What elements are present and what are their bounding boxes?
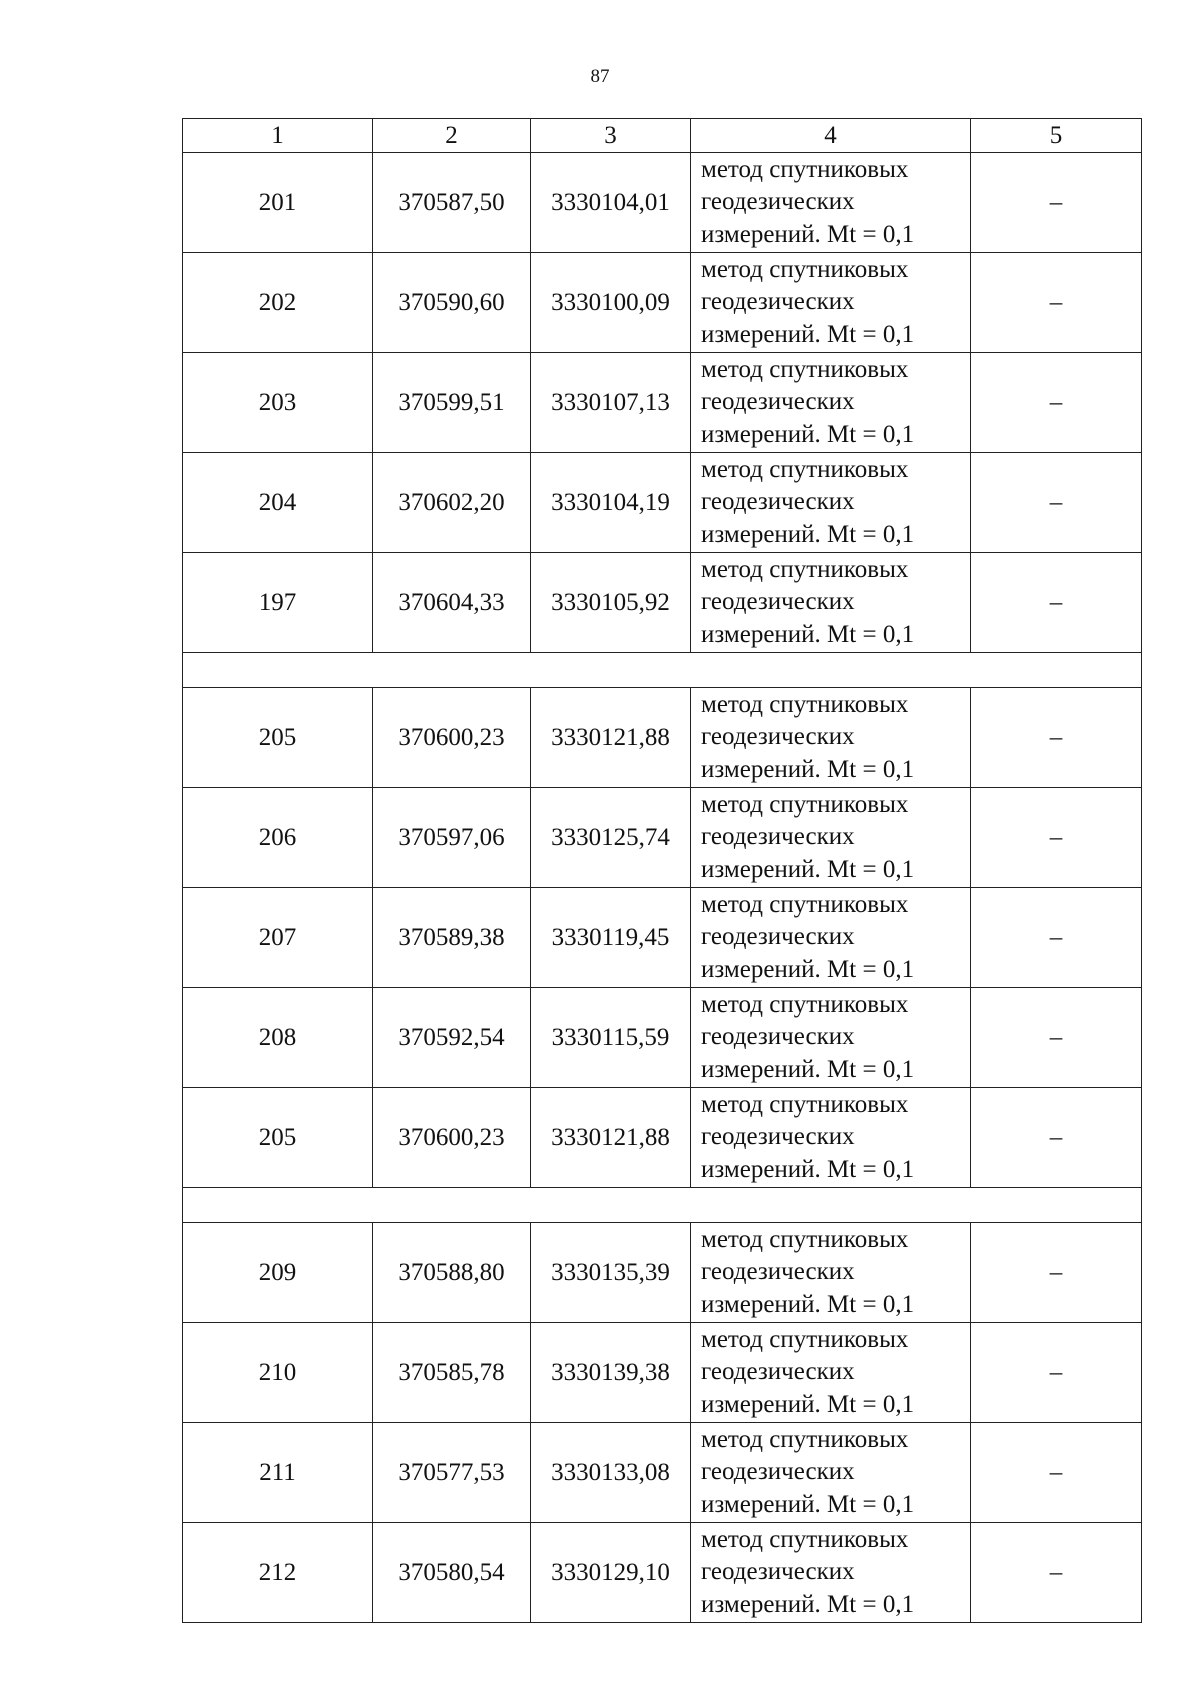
y-coordinate-cell: 3330100,09 — [531, 253, 691, 353]
point-number-cell: 211 — [183, 1423, 373, 1523]
y-coordinate-cell: 3330105,92 — [531, 553, 691, 653]
x-coordinate-cell: 370590,60 — [373, 253, 531, 353]
note-cell: – — [971, 453, 1142, 553]
note-cell: – — [971, 788, 1142, 888]
method-text-line: метод спутниковых — [701, 155, 909, 183]
point-number-cell: 201 — [183, 153, 373, 253]
method-text-line: геодезических — [701, 188, 855, 216]
method-text-line: геодезических — [701, 1123, 855, 1151]
y-coordinate-cell: 3330107,13 — [531, 353, 691, 453]
method-cell — [691, 1523, 971, 1623]
note-cell: – — [971, 1423, 1142, 1523]
x-coordinate-cell: 370602,20 — [373, 453, 531, 553]
method-text-line: измерений. Mt = 0,1 — [701, 220, 915, 248]
point-number-cell: 210 — [183, 1323, 373, 1423]
y-coordinate-cell: 3330129,10 — [531, 1523, 691, 1623]
table-row — [183, 688, 1142, 788]
method-text-line: измерений. Mt = 0,1 — [701, 755, 915, 783]
note-cell: – — [971, 553, 1142, 653]
table-row — [183, 1523, 1142, 1623]
point-number-cell: 203 — [183, 353, 373, 453]
method-cell — [691, 788, 971, 888]
header-cell-3: 3 — [531, 119, 691, 153]
x-coordinate-cell: 370580,54 — [373, 1523, 531, 1623]
header-cell-4: 4 — [691, 119, 971, 153]
y-coordinate-cell: 3330119,45 — [531, 888, 691, 988]
y-coordinate-cell: 3330139,38 — [531, 1323, 691, 1423]
method-text-line: метод спутниковых — [701, 455, 909, 483]
note-cell: – — [971, 1223, 1142, 1323]
x-coordinate-cell: 370599,51 — [373, 353, 531, 453]
method-text-line: геодезических — [701, 823, 855, 851]
separator-cell — [183, 653, 1142, 688]
method-text-line: измерений. Mt = 0,1 — [701, 320, 915, 348]
point-number-cell: 206 — [183, 788, 373, 888]
x-coordinate-cell: 370585,78 — [373, 1323, 531, 1423]
table-row — [183, 1088, 1142, 1188]
x-coordinate-cell: 370604,33 — [373, 553, 531, 653]
x-coordinate-cell: 370588,80 — [373, 1223, 531, 1323]
y-coordinate-cell: 3330121,88 — [531, 1088, 691, 1188]
point-number-cell: 204 — [183, 453, 373, 553]
note-cell: – — [971, 888, 1142, 988]
method-text-line: измерений. Mt = 0,1 — [701, 1290, 915, 1318]
method-cell — [691, 988, 971, 1088]
method-text-line: метод спутниковых — [701, 690, 909, 718]
method-cell — [691, 153, 971, 253]
method-text-line: геодезических — [701, 1023, 855, 1051]
table-row — [183, 153, 1142, 253]
point-number-cell: 209 — [183, 1223, 373, 1323]
note-cell: – — [971, 1323, 1142, 1423]
coordinates-table — [182, 118, 1142, 1623]
method-text-line: измерений. Mt = 0,1 — [701, 955, 915, 983]
y-coordinate-cell: 3330125,74 — [531, 788, 691, 888]
note-cell: – — [971, 688, 1142, 788]
method-text-line: метод спутниковых — [701, 555, 909, 583]
method-cell — [691, 1223, 971, 1323]
method-cell — [691, 553, 971, 653]
y-coordinate-cell: 3330135,39 — [531, 1223, 691, 1323]
point-number-cell: 207 — [183, 888, 373, 988]
y-coordinate-cell: 3330104,01 — [531, 153, 691, 253]
header-cell-5: 5 — [971, 119, 1142, 153]
method-text-line: метод спутниковых — [701, 255, 909, 283]
method-text-line: геодезических — [701, 723, 855, 751]
method-cell — [691, 253, 971, 353]
table-row — [183, 888, 1142, 988]
method-text-line: метод спутниковых — [701, 1325, 909, 1353]
method-text-line: измерений. Mt = 0,1 — [701, 1055, 915, 1083]
point-number-cell: 202 — [183, 253, 373, 353]
method-text-line: метод спутниковых — [701, 1225, 909, 1253]
table-row — [183, 988, 1142, 1088]
method-text-line: метод спутниковых — [701, 790, 909, 818]
x-coordinate-cell: 370600,23 — [373, 1088, 531, 1188]
method-text-line: измерений. Mt = 0,1 — [701, 1590, 915, 1618]
method-text-line: метод спутниковых — [701, 1090, 909, 1118]
table-row — [183, 353, 1142, 453]
method-text-line: метод спутниковых — [701, 1525, 909, 1553]
method-text-line: геодезических — [701, 1458, 855, 1486]
contour-separator-row — [183, 1188, 1142, 1223]
note-cell: – — [971, 253, 1142, 353]
method-text-line: геодезических — [701, 1558, 855, 1586]
table-body — [183, 119, 1142, 1623]
method-text-line: метод спутниковых — [701, 990, 909, 1018]
point-number-cell: 197 — [183, 553, 373, 653]
note-cell: – — [971, 153, 1142, 253]
method-text-line: геодезических — [701, 588, 855, 616]
method-text-line: измерений. Mt = 0,1 — [701, 1155, 915, 1183]
table-row — [183, 253, 1142, 353]
table-header-row — [183, 119, 1142, 153]
x-coordinate-cell: 370587,50 — [373, 153, 531, 253]
note-cell: – — [971, 1088, 1142, 1188]
method-text-line: измерений. Mt = 0,1 — [701, 520, 915, 548]
table-row — [183, 453, 1142, 553]
x-coordinate-cell: 370600,23 — [373, 688, 531, 788]
method-text-line: измерений. Mt = 0,1 — [701, 420, 915, 448]
x-coordinate-cell: 370589,38 — [373, 888, 531, 988]
method-cell — [691, 688, 971, 788]
method-text-line: геодезических — [701, 488, 855, 516]
method-text-line: измерений. Mt = 0,1 — [701, 1490, 915, 1518]
method-text-line: геодезических — [701, 388, 855, 416]
method-text-line: измерений. Mt = 0,1 — [701, 1390, 915, 1418]
method-cell — [691, 453, 971, 553]
note-cell: – — [971, 988, 1142, 1088]
method-text-line: геодезических — [701, 288, 855, 316]
table-row — [183, 553, 1142, 653]
point-number-cell: 205 — [183, 1088, 373, 1188]
method-text-line: измерений. Mt = 0,1 — [701, 620, 915, 648]
x-coordinate-cell: 370577,53 — [373, 1423, 531, 1523]
point-number-cell: 205 — [183, 688, 373, 788]
table-row — [183, 1323, 1142, 1423]
method-cell — [691, 353, 971, 453]
header-cell-2: 2 — [373, 119, 531, 153]
y-coordinate-cell: 3330121,88 — [531, 688, 691, 788]
method-cell — [691, 1423, 971, 1523]
point-number-cell: 208 — [183, 988, 373, 1088]
method-cell — [691, 888, 971, 988]
method-text-line: измерений. Mt = 0,1 — [701, 855, 915, 883]
note-cell: – — [971, 353, 1142, 453]
y-coordinate-cell: 3330115,59 — [531, 988, 691, 1088]
method-cell — [691, 1088, 971, 1188]
method-text-line: метод спутниковых — [701, 355, 909, 383]
x-coordinate-cell: 370592,54 — [373, 988, 531, 1088]
point-number-cell: 212 — [183, 1523, 373, 1623]
note-cell: – — [971, 1523, 1142, 1623]
table-row — [183, 1423, 1142, 1523]
contour-separator-row — [183, 653, 1142, 688]
method-text-line: геодезических — [701, 923, 855, 951]
y-coordinate-cell: 3330104,19 — [531, 453, 691, 553]
page-number: 87 — [590, 66, 610, 87]
x-coordinate-cell: 370597,06 — [373, 788, 531, 888]
method-text-line: геодезических — [701, 1358, 855, 1386]
header-cell-1: 1 — [183, 119, 373, 153]
separator-cell — [183, 1188, 1142, 1223]
y-coordinate-cell: 3330133,08 — [531, 1423, 691, 1523]
method-text-line: геодезических — [701, 1258, 855, 1286]
method-cell — [691, 1323, 971, 1423]
method-text-line: метод спутниковых — [701, 890, 909, 918]
table-row — [183, 788, 1142, 888]
method-text-line: метод спутниковых — [701, 1425, 909, 1453]
table-row — [183, 1223, 1142, 1323]
